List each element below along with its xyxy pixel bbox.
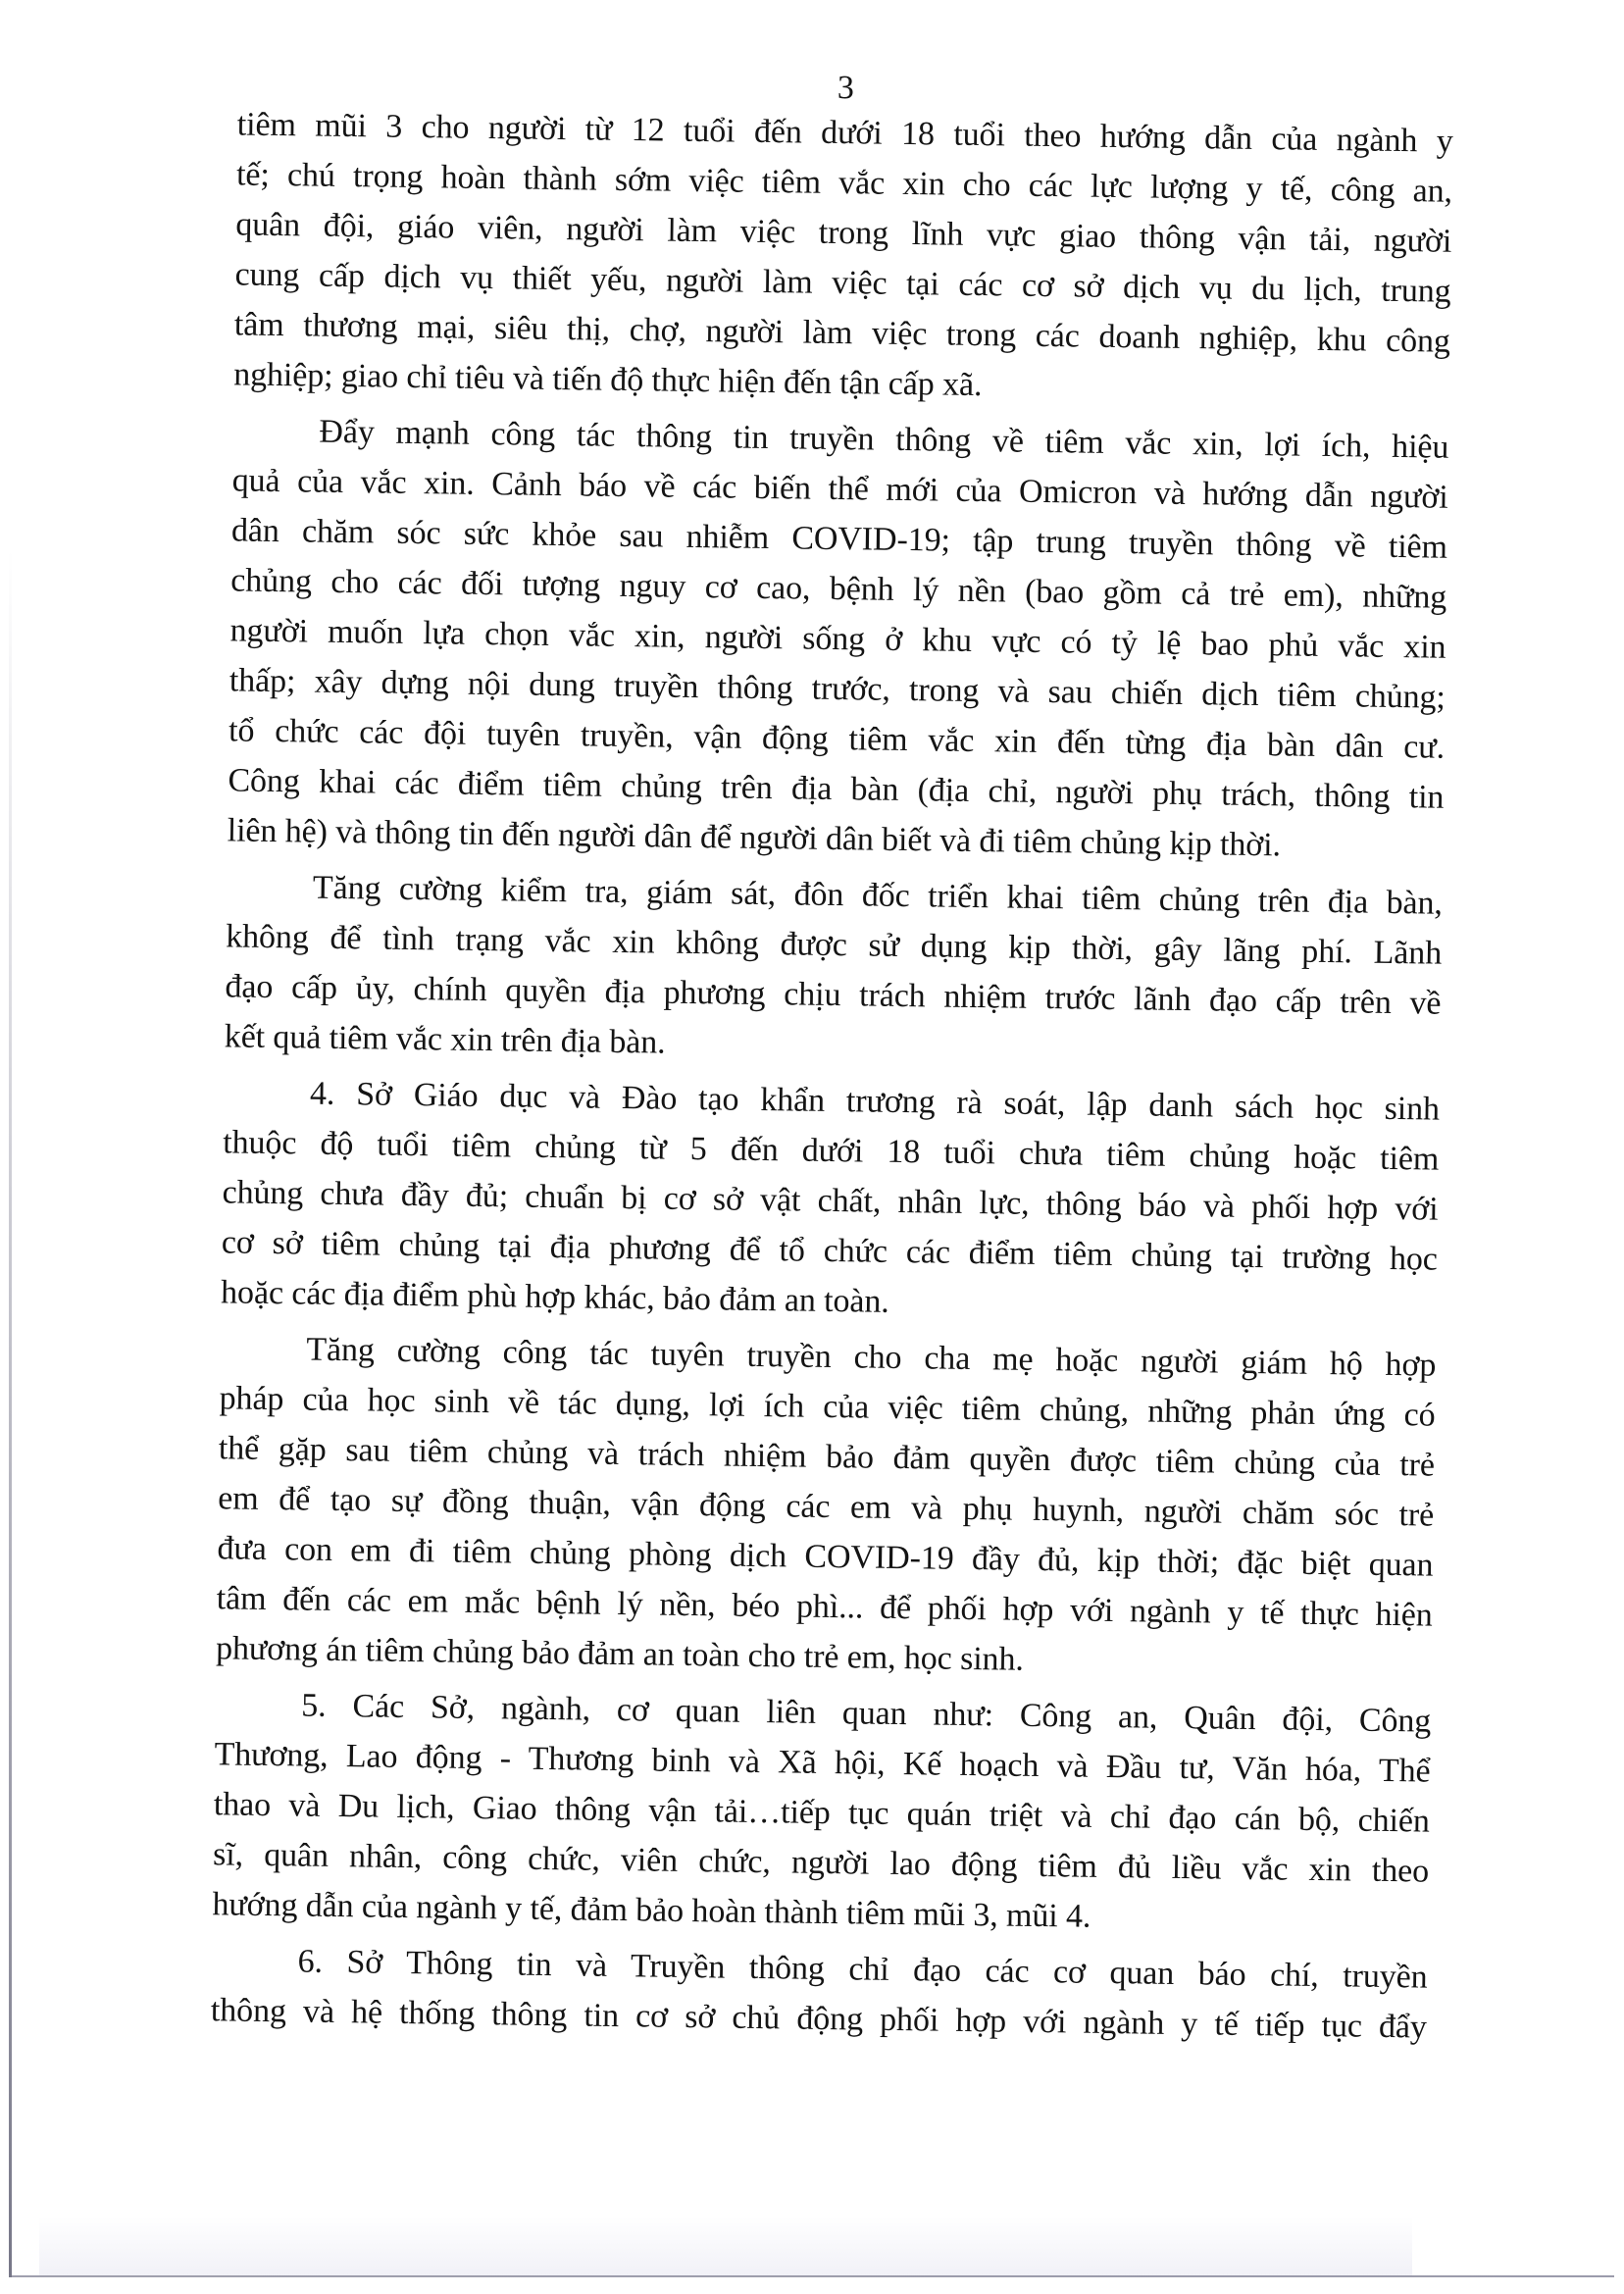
text-line: thuộc độ tuổi tiêm chủng từ 5 đến dưới 18 tuổi chưa tiêm chủng hoặc tiêm [223, 1124, 1440, 1178]
text-line: không để tình trạng vắc xin không được sử dụng kịp thời, gây lãng phí. Lãnh [225, 918, 1443, 972]
text-line: người muốn lựa chọn vắc xin, người sống ở khu vực có tỷ lệ bao phủ vắc xin [229, 612, 1446, 666]
text-line: 5. Các Sở, ngành, cơ quan liên quan như: Công an, Quân đội, Công [301, 1687, 1432, 1740]
paragraph [216, 1323, 1437, 1690]
text-line: cơ sở tiêm chủng tại địa phương để tổ chức các điểm tiêm chủng tại trường học [221, 1224, 1439, 1278]
text-line: chủng cho các đối tượng nguy cơ cao, bệnh lý nền (bao gồm cả trẻ em), những [230, 562, 1447, 616]
text-line: 6. Sở Thông tin và Truyền thông chỉ đạo các cơ quan báo chí, truyền [297, 1943, 1428, 1996]
text-line: Tăng cường kiểm tra, giám sát, đôn đốc triển khai tiêm chủng trên địa bàn, [312, 869, 1444, 922]
text-line: thao và Du lịch, Giao thông vận tải…tiếp tục quán triệt và chỉ đạo cán bộ, chiến [213, 1786, 1431, 1840]
paragraph [221, 1067, 1440, 1334]
text-line: thông và hệ thống thông tin cơ sở chủ động phối hợp với ngành y tế tiếp tục đẩy [210, 1992, 1428, 2046]
paragraph [211, 1935, 1428, 2052]
text-line: Thương, Lao động - Thương binh và Xã hội, Kế hoạch và Đầu tư, Văn hóa, Thể [214, 1736, 1431, 1790]
text-line: sĩ, quân nhân, công chức, viên chức, người lao động tiêm đủ liều vắc xin theo [212, 1836, 1430, 1890]
text-line: liên hệ) và thông tin đến người dân để người dân biết và đi tiêm chủng kịp thời. [227, 812, 1282, 864]
text-line: Tăng cường công tác tuyên truyền cho cha mẹ hoặc người giám hộ hợp [306, 1331, 1437, 1384]
text-line: tế; chú trọng hoàn thành sớm việc tiêm vắc xin cho các lực lượng y tế, công an, [235, 156, 1453, 210]
text-line: tâm đến các em mắc bệnh lý nền, béo phì... để phối hợp với ngành y tế thực hiện [216, 1580, 1433, 1634]
text-line: phương án tiêm chủng bảo đảm an toàn cho trẻ em, học sinh. [215, 1630, 1025, 1678]
text-line: đưa con em đi tiêm chủng phòng dịch COVID-19 đầy đủ, kịp thời; đặc biệt quan [217, 1530, 1434, 1584]
scan-bottom-edge [12, 2275, 1614, 2277]
paragraph [224, 861, 1443, 1078]
text-line: quân đội, giáo viên, người làm việc trong lĩnh vực giao thông vận tải, người [235, 206, 1452, 260]
text-line: hướng dẫn của ngành y tế, đảm bảo hoàn thành tiêm mũi 3, mũi 4. [212, 1886, 1091, 1935]
text-line: thể gặp sau tiêm chủng và trách nhiệm bảo đảm quyền được tiêm chủng của trẻ [218, 1430, 1436, 1484]
scan-left-edge [9, 549, 12, 2277]
text-line: tiêm mũi 3 cho người từ 12 tuổi đến dưới 18 tuổi theo hướng dẫn của ngành y [236, 106, 1453, 160]
text-line: kết quả tiêm vắc xin trên địa bàn. [224, 1018, 666, 1061]
text-line: tổ chức các đội tuyên truyền, vận động tiêm vắc xin đến từng địa bàn dân cư. [228, 712, 1446, 766]
document-body [211, 99, 1453, 2052]
paragraph [227, 405, 1448, 872]
text-line: quả của vắc xin. Cảnh báo về các biến thể mới của Omicron và hướng dẫn người [231, 462, 1448, 516]
text-line: Công khai các điểm tiêm chủng trên địa bàn (địa chỉ, người phụ trách, thông tin [228, 762, 1445, 816]
text-line: em để tạo sự đồng thuận, vận động các em và phụ huynh, người chăm sóc trẻ [217, 1480, 1435, 1534]
document-page [211, 60, 1454, 2058]
text-line: chủng chưa đầy đủ; chuẩn bị cơ sở vật chất, nhân lực, thông báo và phối hợp với [222, 1174, 1439, 1228]
paragraph [233, 99, 1453, 416]
text-line: tâm thương mại, siêu thị, chợ, người làm việc trong các doanh nghiệp, khu công [233, 306, 1451, 360]
text-line: pháp của học sinh về tác dụng, lợi ích của việc tiêm chủng, những phản ứng có [219, 1380, 1436, 1434]
text-line: nghiệp; giao chỉ tiêu và tiến độ thực hiện đến tận cấp xã. [232, 356, 983, 404]
text-line: đạo cấp ủy, chính quyền địa phương chịu trách nhiệm trước lãnh đạo cấp trên về [225, 968, 1442, 1022]
page-number: 3 [837, 69, 855, 107]
text-line: dân chăm sóc sức khỏe sau nhiễm COVID-19; tập trung truyền thông về tiêm [230, 512, 1448, 566]
scan-shadow [39, 2217, 1412, 2275]
text-line: Đẩy mạnh công tác thông tin truyền thông về tiêm vắc xin, lợi ích, hiệu [319, 413, 1449, 466]
text-line: 4. Sở Giáo dục và Đào tạo khẩn trương rà soát, lập danh sách học sinh [309, 1075, 1441, 1128]
paragraph [212, 1679, 1431, 1946]
text-line: thấp; xây dựng nội dung truyền thông trước, trong và sau chiến dịch tiêm chủng; [228, 662, 1446, 716]
text-line: hoặc các địa điểm phù hợp khác, bảo đảm an toàn. [220, 1274, 889, 1320]
text-line: cung cấp dịch vụ thiết yếu, người làm việc tại các cơ sở dịch vụ du lịch, trung [234, 256, 1451, 310]
